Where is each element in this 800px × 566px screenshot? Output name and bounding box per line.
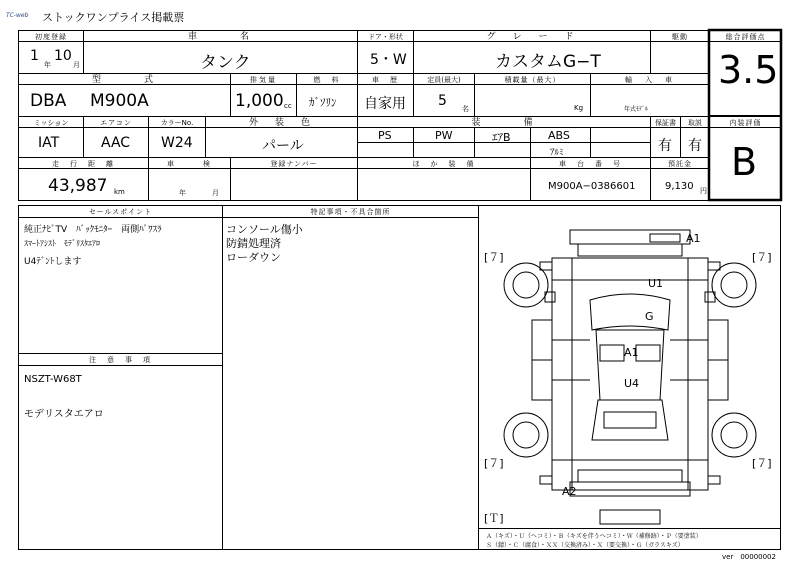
- logo: TC-web: [6, 12, 29, 19]
- bracket-right-top: [７]: [752, 251, 772, 264]
- label-first-reg: 初度登録: [35, 33, 67, 41]
- bracket-bottom: [Ｔ]: [484, 512, 504, 525]
- label-outer-color: 外 装 色: [248, 118, 314, 128]
- label-mission: ミッション: [33, 119, 69, 127]
- label-mileage: 走 行 距 離: [52, 160, 115, 168]
- displacement-unit: cc: [284, 102, 292, 110]
- label-grade: グ レ ー ド: [486, 32, 578, 42]
- label-equipment: 装 備: [471, 118, 537, 128]
- label-inspection: 車 検: [167, 160, 212, 168]
- equip-alloy: ｱﾙﾐ: [550, 148, 564, 158]
- recycle-unit: 円: [700, 187, 707, 195]
- first-reg-month: 10: [54, 48, 72, 64]
- first-reg-year-unit: 年: [44, 61, 51, 69]
- version: ver 00000002: [722, 553, 776, 561]
- outer-color: パール: [262, 138, 304, 154]
- bracket-left-top: [７]: [484, 251, 504, 264]
- bracket-right-bottom: [７]: [752, 457, 772, 470]
- label-fuel: 燃 料: [313, 76, 341, 84]
- grade: カスタムG−T: [495, 52, 601, 72]
- warranty: 有: [658, 138, 672, 154]
- label-displacement: 排気量: [250, 76, 277, 84]
- label-warranty: 保証書: [655, 119, 676, 127]
- capacity: 5: [438, 93, 447, 109]
- equip-abs: ABS: [548, 129, 570, 142]
- vehicle-category: 自家用: [364, 96, 406, 112]
- label-color: カラーNo.: [160, 119, 194, 127]
- sales-points-line-1: 純正ﾅﾋﾞTV ﾊﾞｯｸﾓﾆﾀｰ 両側ﾊﾟﾜｽﾗ: [24, 225, 162, 235]
- label-category: 車 歴: [372, 76, 399, 84]
- first-reg-month-unit: 月: [73, 61, 80, 69]
- label-model: 型 式: [91, 75, 157, 85]
- mileage-unit: km: [114, 188, 125, 196]
- label-recycle: 預託金: [668, 160, 692, 168]
- bracket-left-bottom: [７]: [484, 457, 504, 470]
- import-model-year: 年式ﾓﾃﾞﾙ: [624, 106, 649, 113]
- label-plate: 登録ナンバー: [270, 160, 318, 168]
- legend-line-2: Ｓ（錆）・Ｃ（腐食）・ＸＸ（交換済み）・Ｘ（要交換）・Ｇ（ガラスキズ）: [486, 542, 684, 549]
- recycle-deposit: 9,130: [665, 181, 694, 192]
- label-sales-points: セールスポイント: [88, 208, 153, 216]
- capacity-unit: 名: [462, 105, 469, 113]
- legend-line-1: Ａ（キズ）・Ｕ（ヘコミ）・Ｂ（キズを伴うヘコミ）・Ｗ（補修跡）・Ｐ（要塗装）: [486, 533, 702, 540]
- special-line-3: ローダウン: [226, 251, 281, 264]
- label-door: ドア・形状: [368, 33, 403, 41]
- mark-u1: U1: [648, 277, 664, 290]
- sales-points-line-2: ｽﾏｰﾄｱｼｽﾄ ﾓﾃﾞﾘｽﾀｴｱﾛ: [24, 239, 100, 248]
- color-no: W24: [161, 135, 193, 151]
- label-other-equip: ほ か 装 備: [412, 160, 476, 168]
- chassis-number: M900A−0386601: [548, 181, 636, 192]
- label-capacity: 定員(最大): [427, 76, 461, 84]
- equip-airbag: ｴｱB: [492, 131, 511, 144]
- label-notes: 注 意 事 項: [89, 356, 152, 364]
- interior-score: B: [731, 140, 758, 184]
- vehicle-name: タンク: [200, 53, 251, 73]
- overall-score: 3.5: [718, 48, 779, 92]
- fuel: ｶﾞｿﾘﾝ: [309, 96, 337, 109]
- displacement: 1,000: [235, 91, 284, 111]
- notes-line-1: NSZT-W68T: [24, 374, 82, 385]
- inspection-year-unit: 年: [179, 189, 186, 197]
- label-manual: 取説: [688, 119, 702, 127]
- inspection-month-unit: 月: [212, 189, 219, 197]
- label-aircon: エアコン: [100, 119, 132, 127]
- label-special-notes: 特記事項・不具合箇所: [310, 208, 391, 216]
- label-import: 輸 入 車: [625, 76, 675, 84]
- special-line-1: コンソール傷小: [226, 223, 303, 236]
- label-chassis: 車 台 番 号: [559, 160, 622, 168]
- manual: 有: [688, 138, 702, 154]
- mission: IAT: [38, 135, 60, 151]
- mark-a2: A2: [562, 485, 577, 498]
- mileage: 43,987: [48, 176, 108, 196]
- mark-g: G: [645, 310, 654, 323]
- label-interior: 内装評価: [729, 119, 762, 127]
- model-prefix: DBA: [30, 91, 67, 111]
- model-code: M900A: [90, 91, 149, 111]
- mark-a1-mid: A1: [624, 346, 639, 359]
- first-reg-year: 1: [30, 48, 39, 64]
- mark-u4: U4: [624, 377, 640, 390]
- notes-line-3: モデリスタエアロ: [24, 409, 104, 420]
- label-name: 車 名: [187, 32, 253, 42]
- aircon: AAC: [101, 135, 131, 151]
- page-title: ストックワンプライス掲載票: [42, 11, 185, 24]
- label-load: 積載量（最大）: [504, 76, 561, 84]
- sales-points-line-3: U4ﾃﾞﾝﾄします: [24, 257, 82, 267]
- label-score: 総合評価点: [725, 33, 766, 41]
- door-shape: 5・W: [370, 52, 407, 68]
- special-line-2: 防錆処理済: [226, 237, 281, 250]
- load-unit: Kg: [574, 104, 584, 112]
- label-drive: 駆動: [672, 33, 688, 41]
- equip-pw: PW: [435, 129, 453, 142]
- equip-ps: PS: [378, 129, 392, 142]
- mark-a1-top: A1: [686, 232, 701, 245]
